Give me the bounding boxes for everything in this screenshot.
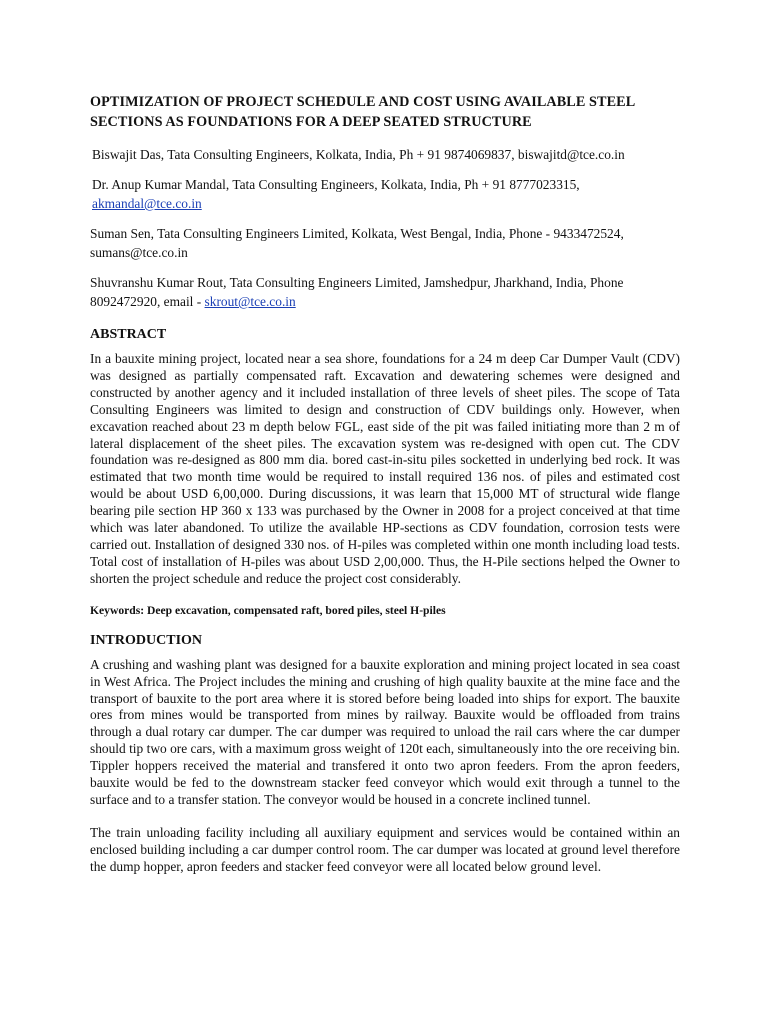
- author-4-email-link[interactable]: skrout@tce.co.in: [204, 294, 296, 309]
- paragraph-gap: [90, 809, 680, 825]
- abstract-heading: ABSTRACT: [90, 327, 167, 342]
- paper-title: OPTIMIZATION OF PROJECT SCHEDULE AND COST USING AVAILABLE STEEL SECTIONS AS FOUNDATIONS FOR A DEEP SEATED STRUCTURE: [90, 94, 635, 130]
- intro-paragraph-1: A crushing and washing plant was designed for a bauxite exploration and mining project located in sea coast in West Africa. The Project includes the mining and crushing of high quality bauxite at the mine face and the transport of bauxite to the port area where it is stored before being loaded into ships for export. The bauxite ores from mines would be transported from mines by railway. Bauxite would be offloaded from trains through a dual rotary car dumper. The car dumper was required to unload the rail cars where the car dumper should tip two ore cars, with a maximum gross weight of 120t each, simultaneously into the ore receiving bin. Tippler hoppers received the material and transfered it onto two apron feeders. From the apron feeders, bauxite would be fed to the downstream stacker feed conveyor which would exit through a tunnel to the surface and to a transfer station. The conveyor would be housed in a concrete inclined tunnel.: [90, 656, 680, 807]
- author-1: [92, 145, 680, 164]
- introduction-heading: INTRODUCTION: [90, 632, 203, 648]
- keywords: Keywords: Deep excavation, compensated raft, bored piles, steel H-piles: [90, 603, 446, 617]
- paper-page: [90, 92, 680, 876]
- author-3: [90, 224, 680, 262]
- author-1-text: Biswajit Das, Tata Consulting Engineers, Kolkata, India, Ph + 91 9874069837, biswajitd@tce.co.in: [92, 147, 625, 162]
- author-2: [92, 175, 680, 213]
- author-2-text: Dr. Anup Kumar Mandal, Tata Consulting Engineers, Kolkata, India, Ph + 91 8777023315,: [92, 177, 580, 192]
- author-4-text: Shuvranshu Kumar Rout, Tata Consulting Engineers Limited, Jamshedpur, Jharkhand, India, Phone 8092472920, email -: [90, 275, 624, 309]
- author-3-text: Suman Sen, Tata Consulting Engineers Limited, Kolkata, West Bengal, India, Phone - 9433472524, sumans@tce.co.in: [90, 226, 624, 260]
- author-4: [90, 273, 680, 311]
- author-2-email-link[interactable]: akmandal@tce.co.in: [92, 196, 202, 211]
- abstract-text: In a bauxite mining project, located near a sea shore, foundations for a 24 m deep Car Dumper Vault (CDV) was designed as partially compensated raft. Excavation and dewatering schemes were designed and constructed by another agency and it included installation of three levels of sheet piles. The scope of Tata Consulting Engineers was limited to design and construction of CDV buildings only. However, when excavation reached about 23 m depth below FGL, east side of the pit was failed initiating more than 2 m of lateral displacement of the sheet piles. The excavation system was re-designed with open cut. The CDV foundation was re-designed as 800 mm dia. bored cast-in-situ piles socketted in underlying bed rock. It was estimated that two month time would be required to install required 136 nos. of piles and estimated cost would be about USD 6,00,000. During discussions, it was learn that 15,000 MT of structural wide flange bearing pile section HP 360 x 133 was purchased by the Owner in 2008 for a project conceived at that time which was later abandoned. To utilize the available HP-sections as CDV foundation, corrosion tests were carried out. Installation of designed 330 nos. of H-piles was completed within one month including load tests. Total cost of installation of H-piles was about USD 2,00,000. Thus, the H-Pile sections helped the Owner to shorten the project schedule and reduce the project cost considerably.: [90, 351, 680, 586]
- intro-paragraph-2: The train unloading facility including all auxiliary equipment and services would be contained within an enclosed building including a car dumper control room. The car dumper was located at ground level therefore the dump hopper, apron feeders and stacker feed conveyor were all located below ground level.: [90, 824, 680, 874]
